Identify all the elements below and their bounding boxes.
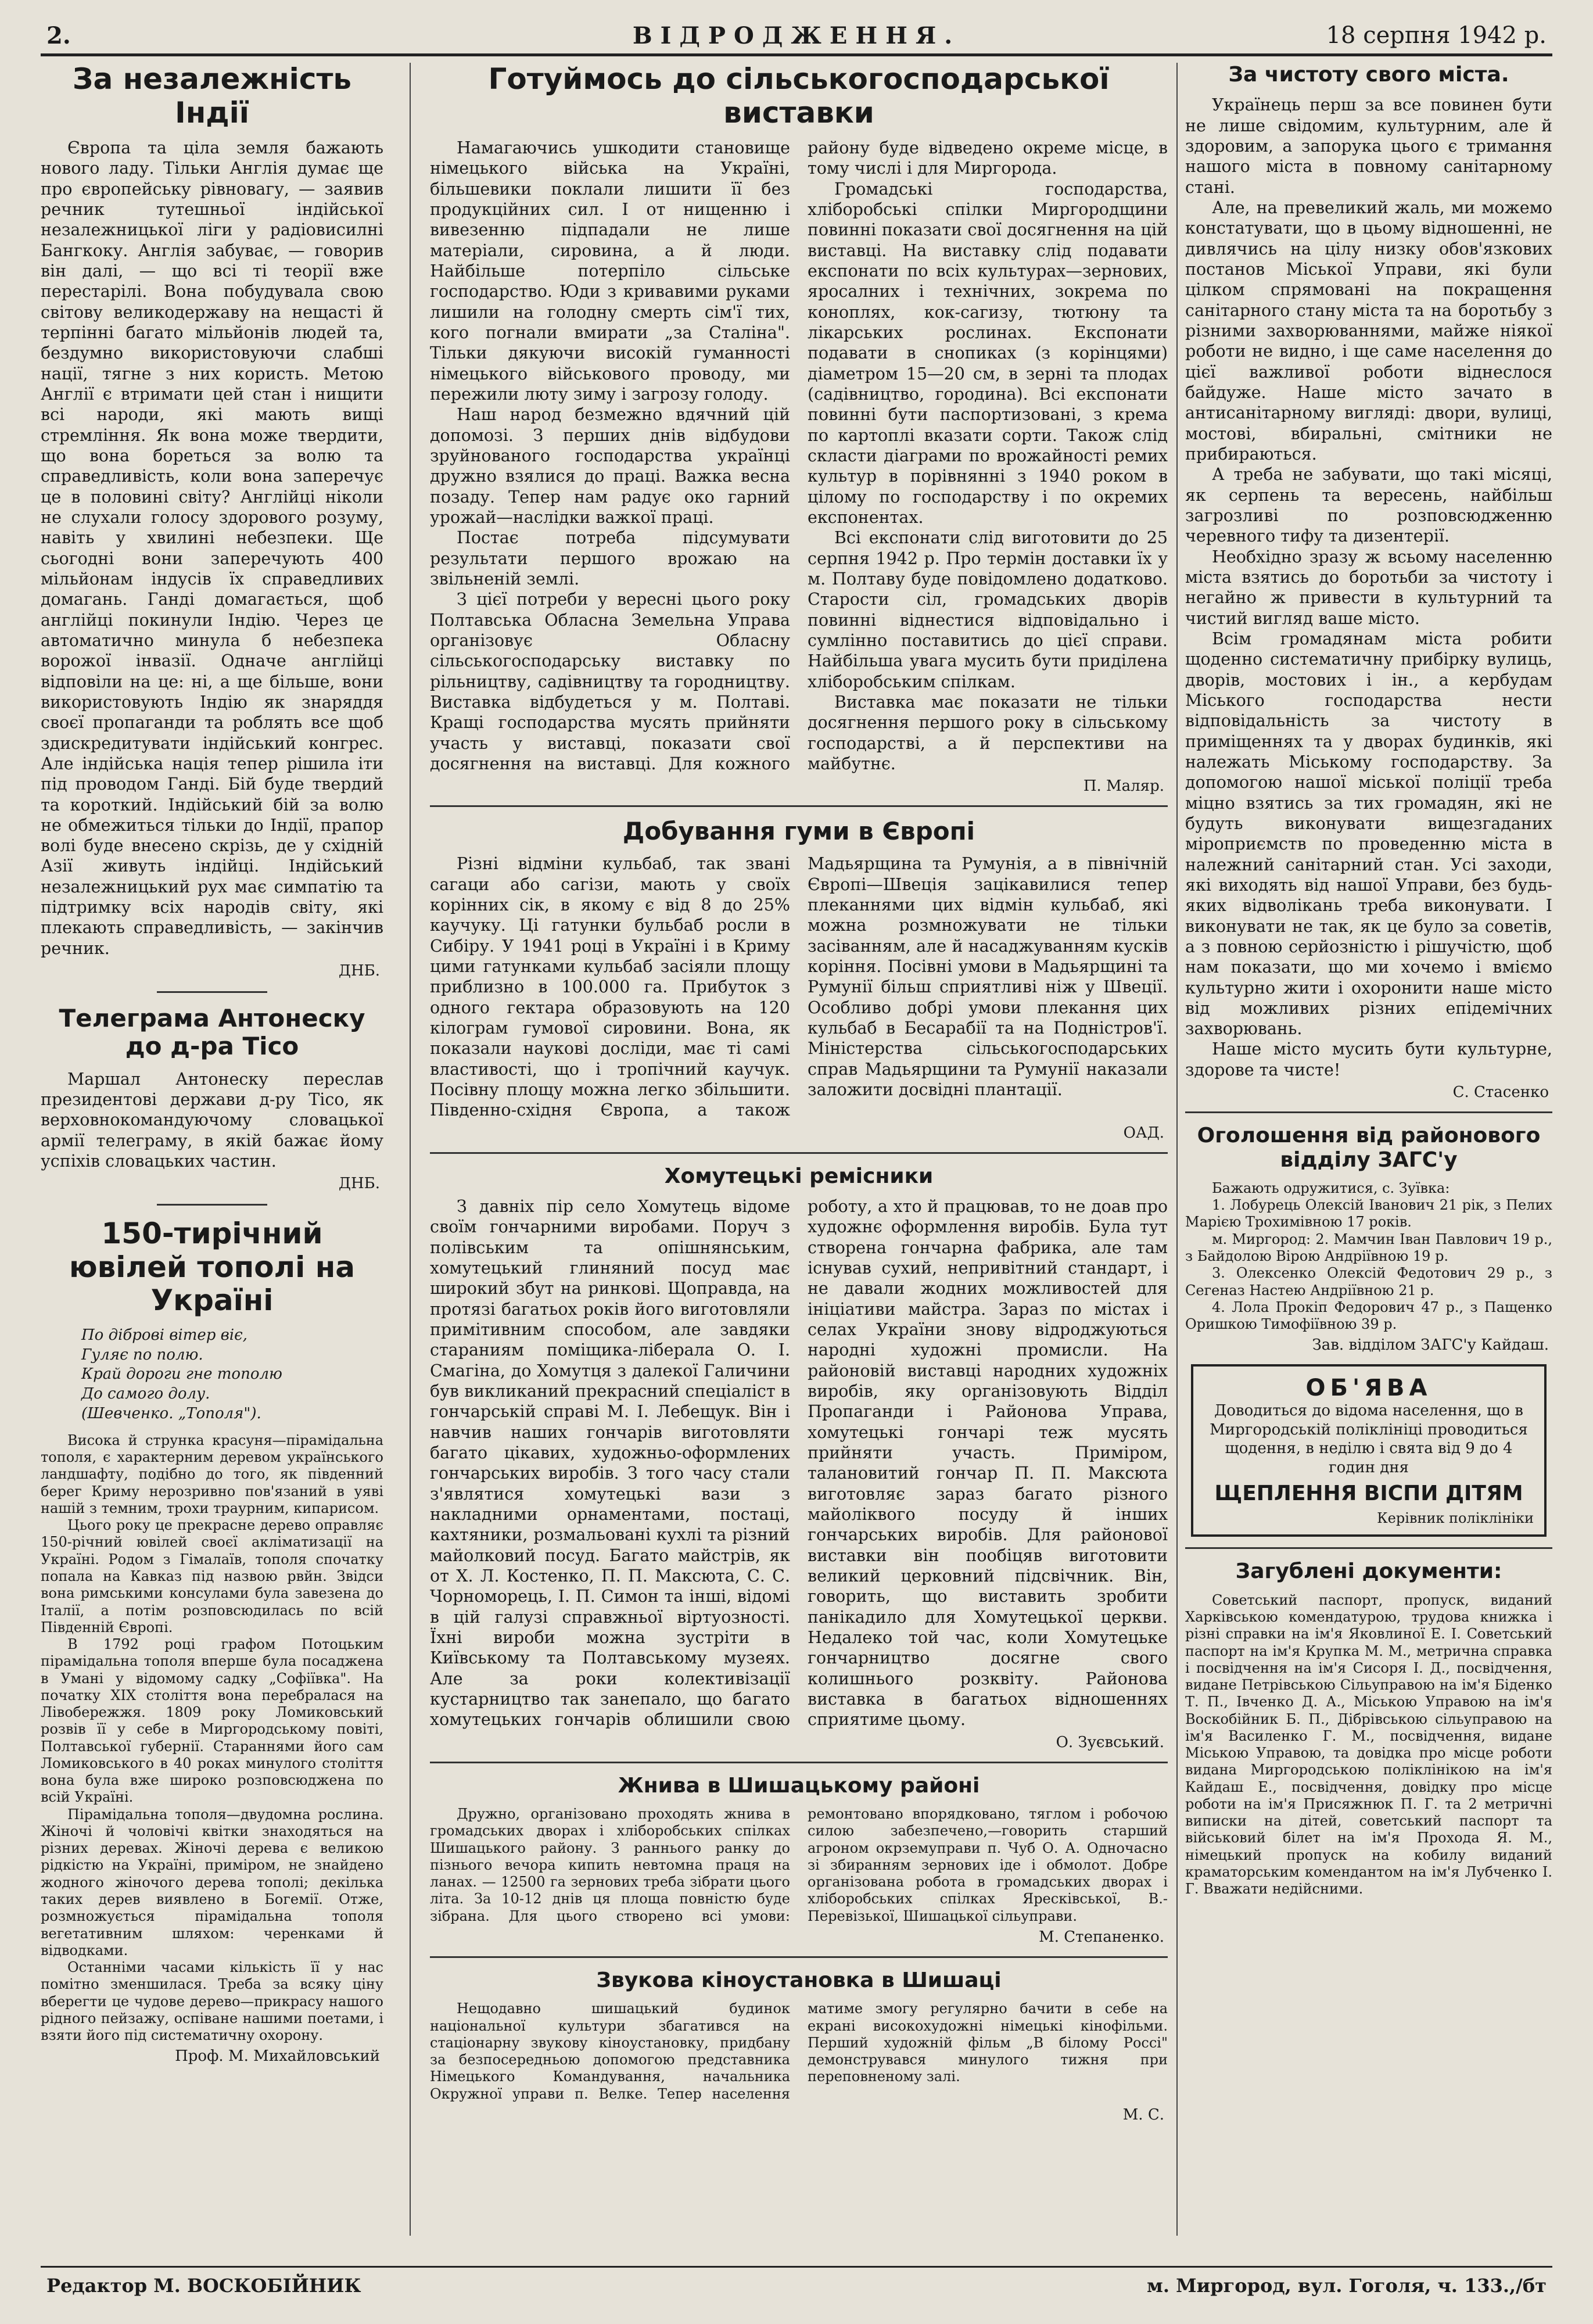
separator bbox=[1185, 1111, 1552, 1113]
printer-address: м. Миргород, вул. Гоголя, ч. 133.,/бт bbox=[1147, 2275, 1547, 2297]
newspaper-name: ВІДРОДЖЕННЯ. bbox=[632, 22, 961, 49]
notice-sign: Керівник поліклініки bbox=[1377, 1510, 1534, 1527]
article-paragraph: Нещодавно шишацький будинок національної культури збагатився на стаціонарну звукову кіноустановку, придбану за безпосередньою допомогою представника Німецького Командування, начальника Окружної управи п. Велке. Тепер населення матиме змогу регулярно бачити в себе на екрані високохудожні німецькі кінофільми. Перший художній фільм „В білому Россі" демонструвався минулого тижня при переповненому залі. bbox=[430, 2000, 1168, 2102]
article-title: За чистоту свого міста. bbox=[1228, 63, 1509, 87]
article-antonescu bbox=[41, 1005, 383, 1192]
article-paragraph: Громадські господарства, хліборобські спілки Миргородщини повинні показати свої досягнення на цій виставці. На виставку слід подавати експонати по всіх культурах—зернових, яросалних і технічних, зокрема по коноплях, кок-сагизу, тютюну та лікарських рослинах. Експонати подавати в снопиках (з корінцями) діаметром 15—20 см, в зерні та плодах (садівництво, городина). Всі експонати повинні бути паспортизовані, з крема по картоплі вказати сорти. Також слід скласти діаграми по врожайності ремих культур в порівнянні з 1940 роком в цілому по господарству і по окремих експонентах. bbox=[808, 179, 1168, 527]
poem-line: Гуляє по полю. bbox=[81, 1346, 203, 1364]
article-paragraph: Всім громадянам міста робити щоденно систематичну прибірку вулиць, дворів, мостових і ін., а кербудам Міського господарства нести відповідальність за чистоту в приміщеннях та у дворах будинків, які належать Міському господарству. За допомогою нашої міської поліції треба міцно взятись за тих громадян, які не будуть виконувати вищезгаданих міроприємств по проведенню міста в належний санітарний стан. Усі заходи, які виходять від нашої Управи, без будь-яких відволікань треба виконувати. І виконувати не так, як це було за советів, а з повною серйозністю і рішучістю, щоб нам показати, що ми хочемо і вміємо культурно жити і охоронити наше місто від можливих різних епідемічних захворювань. bbox=[1185, 629, 1552, 1039]
article-source: ОАД. bbox=[1123, 1124, 1164, 1142]
editor-name: Редактор М. ВОСКОБІЙНИК bbox=[46, 2275, 361, 2297]
article-paragraph: Цього року це прекрасне дерево оправляє 150-річний ювілей своєї акліматизації на Україні. Родом з Гімалаїв, тополя спочатку попала на Кавказ під назвою рвйн. Звідси вона римськими консулами була завезена до Італії, а потім розповсюдилась по всій Південній Європі. bbox=[41, 1517, 383, 1636]
article-author: М. Степаненко. bbox=[1039, 1928, 1164, 1946]
poem-credit: (Шевченко. „Тополя"). bbox=[81, 1405, 261, 1423]
article-title: Жнива в Шишацькому районі bbox=[618, 1773, 980, 1798]
article-title: Звукова кіноустановка в Шишаці bbox=[596, 1968, 1002, 1992]
article-title: За незалежність Індії bbox=[72, 63, 352, 130]
article-title: 150-тирічний ювілей тополі на Україні bbox=[69, 1217, 356, 1318]
column-center bbox=[430, 63, 1168, 2236]
announcement-item: 4. Лола Прокіп Федорович 47 р., з Пащенко Оришкою Тимофіївною 39 р. bbox=[1185, 1299, 1552, 1333]
announcement-sign: Зав. відділом ЗАГС'у Кайдаш. bbox=[1312, 1336, 1549, 1354]
article-paragraph: Дружно, організовано проходять жнива в громадських дворах і хліборобських спілках Шишацького району. З раннього ранку до пізнього вечора кипить невтомна праця на ланах. — 12500 га зернових треба зібрати цього літа. За 10-12 днів ця площа повністю буде зібрана. Для цього створено всі умови: ремонтовано впорядковано, тяглом і робочою силою забезпечено,—говорить старший агроном окрземуправи п. Чуб О. А. Одночасно зі збиранням зернових іде і обмолот. Добре організована робота в громадських дворах і хліборобських спілках Яресківської, В.-Перевізької, Шишацької сільуправи. bbox=[430, 1806, 1168, 1924]
issue-date: 18 серпня 1942 р. bbox=[1326, 22, 1547, 49]
article-source: ДНБ. bbox=[338, 962, 380, 980]
article-author: Проф. М. Михайловський bbox=[175, 2047, 380, 2065]
notice-headline: ЩЕПЛЕННЯ ВІСПИ ДІТЯМ bbox=[1214, 1482, 1523, 1506]
article-paragraph: З цієї потреби у вересні цього року Полтавська Обласна Земельна Управа організовує Обласну сільськогосподарську виставку по рільництву, садівництву та городництву. Виставка відбудеться у м. Полтаві. Кращі господарства мусять прийняти участь у виставці, показати свої досягнення на виставці. Для кожного району буде відведено окреме місце, в тому числі і для Миргорода. bbox=[430, 138, 1168, 773]
lost-documents-body: Советський паспорт, пропуск, виданий Харківською комендатурою, трудова книжка і різні справки на ім'я Яковлиної Е. І. Советський паспорт на ім'я Крупка М. М., метрична справка і посвідчення на ім'я Сисоря І. Д., посвідчення, видане Петрівською Сільуправою на ім'я Біденко Т. П., Івченко Д. А., Міською Управою на ім'я Воскобійник Б. П., Дібрівською сільуправою на ім'я Василенко Г. М., посвідчення, видане Міською Управою, та довідка про місце роботи видана Миргородською поліклінікою на ім'я Кайдаш Е., посвідчення, довідку про місце роботи на ім'я Присяжнюк П. Г. та 2 метричні виписки на дітей, советський паспорт та військовий білет на ім'я Прохода Я. М., німецький пропуск на кобилу виданий краматорським комендантом на ім'я Лубченко І. Г. Вважати недійсними. bbox=[1185, 1591, 1552, 1898]
separator bbox=[430, 1152, 1168, 1154]
article-paragraph: Останніми часами кількість її у нас помітно зменшилася. Треба за всяку ціну вберегти це чудове дерево—прикрасу нашого рідного пейзажу, оспіване нашими поетами, і взяти його під систематичну охорону. bbox=[41, 1959, 383, 2044]
article-potters bbox=[430, 1164, 1168, 1751]
announcement-intro: Бажають одружитися, с. Зуївка: bbox=[1212, 1179, 1450, 1196]
article-rubber bbox=[430, 817, 1168, 1142]
article-paragraph: Але, на превеликий жаль, ми можемо констатувати, що в цьому відношенні, не дивлячись на цілу низку обов'язкових постанов Міської Управи, які були цілком спрямовані на покращення санітарного стану міста та на боротьбу з різними захворюваннями, майже ніякої роботи не видно, і ще саме населення до цієї важливої роботи віднеслося байдуже. Наше місто зачато в антисанітарному вигляді: двори, вулиці, мостові, вбиральні, смітники не прибираються. bbox=[1185, 198, 1552, 464]
article-body: Європа та ціла земля бажають нового ладу. Тільки Англія думає ще про європейську рівновагу, — заявив речник тутешньої індійської незалежницької ліги у радіовисилні Бангкоку. Англія забуває, — говорив він далі, — що всі ті теорії вже перестарілі. Вона побудувала свою світову великодержаву на нещасті й терпінні багато мільйонів людей та, бездумно використовуючи слабші нації, тягне з них користь. Метою Англії є втримати цей стан і нищити всі народи, які мають вищі стремління. Як вона може твердити, що вона бореться за волю та справедливість, коли вона заперечує це в половині світу? Англійці ніколи не слухали голосу здорового розуму, навіть у хвилині небезпеки. Ще сьогодні вони заперечують 400 мільйонам індусів їх справедливих домагань. Ганді домагається, щоб англійці покинули Індію. Через це автоматично минула б небезпека ворожої інвазії. Одначе англійці відповіли на це: ні, а ще більше, вони використовують Індію як знаряддя своєї пропаганди та роблять все щоб здискредитувати індійський конгрес. Але індійська нація тепер рішила іти під проводом Ганді. Бій буде твердий та короткий. Індійський бій за волю не обмежиться тільки до Індії, прапор волі буде внесено скрізь, де у східній Азії живуть індійці. Індійський незалежницький рух має симпатію та підтримку всіх народів світу, які плекають справедливість, — закінчив речник. bbox=[41, 138, 383, 958]
article-paragraph: Постає потреба підсумувати результати першого врожаю на звільненій землі. bbox=[430, 528, 790, 589]
lost-documents bbox=[1185, 1559, 1552, 1898]
article-author: М. С. bbox=[1122, 2106, 1164, 2124]
article-paragraph: А треба не забувати, що такі місяці, як серпень та вересень, найбільш загрозливі по розповсюдженню черевного тифу та дизентерії. bbox=[1185, 465, 1552, 546]
article-source: ДНБ. bbox=[338, 1175, 380, 1193]
article-body bbox=[430, 853, 1168, 1120]
separator bbox=[430, 1956, 1168, 1958]
article-author: С. Стасенко bbox=[1452, 1084, 1549, 1102]
article-body bbox=[430, 2000, 1168, 2103]
article-paragraph: Висока й струнка красуня—пірамідальна тополя, є характерним деревом українського ландшафту, подібно до того, як південний берег Криму нерозривно пов'язаний в уяві нашій з темним, трохи траурним, кипарисом. bbox=[41, 1432, 383, 1516]
article-paragraph: В 1792 році графом Потоцьким пірамідальна тополя вперше була посаджена в Умані у відомому садку „Софіївка". На початку XIX століття вона перебралася на Лівобережжя. 1809 року Ломиковський розвів її у себе в Миргородському повіті, Полтавської губернії. Стараннями його сам Ломиковського в 40 роках минулого століття вона була вже широко розповсюджена по всій Україні. bbox=[41, 1636, 383, 1806]
column-divider bbox=[410, 63, 411, 2236]
article-title: Загублені документи: bbox=[1235, 1559, 1502, 1584]
article-title: Телеграма Антонеску до д-ра Тісо bbox=[59, 1004, 365, 1061]
article-author: О. Зуєвський. bbox=[1056, 1733, 1164, 1751]
notice-title: ОБ'ЯВА bbox=[1305, 1375, 1432, 1402]
separator bbox=[1185, 1547, 1552, 1549]
epigraph-poem bbox=[81, 1326, 383, 1424]
article-paragraph: Різні відміни кульбаб, так звані сагаци або сагізи, мають у своїх корінних сік, в якому є від 8 до 25% каучуку. Ці гатунки бульбаб росли в Сибіру. У 1941 році в Україні і в Криму цими гатунками кульбаб засіяли площу приблизно в 100.000 га. Прибуток з одного гектара образовують на 120 кілограм гумової сировини. Вона, як показали наукові досліди, має ті самі властивості, що і тропічний каучук. Посівну площу можна легко збільшити. Південно-східня Європа, а також Мадьярщина та Румунія, а в північній Європі—Швеція зацікавилися тепер плеканнями цих відмін кульбаб, які можна розмножувати не тільки засіванням, але й насаджуванням кусків коріння. Посівні умови в Мадьярщині та Румунії більш сприятливі ніж у Швеції. Особливо добрі умови плекання цих кульбаб в Бесарабії та на Подністров'ї. Міністерства сільськогосподарських справ Мадьярщини та Румунії наказали заложити досвідні плантації. bbox=[430, 854, 1168, 1120]
article-body bbox=[430, 1196, 1168, 1730]
article-paragraph: Українець перш за все повинен бути не лише свідомим, культурним, але й здоровим, а запорука цього є тримання нашого міста в повному санітарному стані. bbox=[1185, 95, 1552, 197]
article-paragraph: Пірамідальна тополя—двудомна рослина. Жіночі й чоловічі квітки знаходяться на різних деревах. Жіночі дерева є великою рідкістю на Україні, приміром, не знайдено жодного жіночого дерева тополі; декілька таких дерев виявлено в Богемії. Отже, розмножується пірамідальна тополя вегетативним шляхом: черенками й відводками. bbox=[41, 1806, 383, 1959]
announcement-item: м. Миргород: 2. Мамчин Іван Павлович 19 р., з Байдолою Вірою Андріївною 19 р. bbox=[1185, 1231, 1552, 1264]
article-india bbox=[41, 63, 383, 980]
column-divider bbox=[1176, 63, 1178, 2236]
page-number: 2. bbox=[46, 22, 71, 49]
masthead bbox=[46, 22, 1547, 57]
article-title: Оголошення від районового відділу ЗАГС'у bbox=[1197, 1124, 1541, 1172]
article-paragraph: Наше місто мусить бути культурне, здорове та чисте! bbox=[1185, 1039, 1552, 1079]
article-paragraph: Наш народ безмежно вдячний цій допомозі. З перших днів відбудови зруйнованого господарства українці дружно взялися до праці. Важка весна позаду. Тепер нам радує око гарний урожай—наслідки важкої праці. bbox=[430, 405, 790, 527]
announcement-registry bbox=[1185, 1124, 1552, 1354]
article-title: Хомутецькі ремісники bbox=[664, 1164, 934, 1188]
article-exhibition bbox=[430, 63, 1168, 795]
article-paragraph: З давніх пір село Хомутець відоме своїм гончарними виробами. Поруч з полівським та опішнянським, хомутецький глиняний посуд має широкий збут на ринкові. Щоправда, на протязі багатьох років його виготовляли примітивним способом, але завдяки стараниям поміщика-ліберала О. І. Смагіна, до Хомутця з далекої Галичини був викликаний прекрасний спеціаліст в гончарській справі М. І. Лебещук. Він і навчив наших гончарів виготовляти багато цікавих, художньо-оформлених гончарських виробів. З того часу стали з'являтися хомутецькі вази з накладними орнаментами, постаці, кахтяники, розмальовані кухлі та різний майолковий посуд. Багато майстрів, як от Х. Л. Костенко, П. П. Максюта, С. С. Чорноморець, І. П. Симон та інші, відомі в цій галузі справжньої віртуозності. Їхні вироби можна зустріти в Київському та Полтавському музеях. Але за роки колективізації кустарництво так занепало, що багато хомутецьких гончарів облишили свою роботу, а хто й працював, то не доав про художнє оформлення виробів. Була тут створена гончарна фабрика, але там існував сухий, непривітний стандарт, і не давали жодних можливостей для ініціативи майстра. Зараз по містах і селах України знову відроджуються народні художні промисли. На районовій виставці народних художніх виробів, яку організовують Відділ Пропаганди і Районова Управа, хомутецькі гончарі теж мусять прийняти участь. Приміром, талановитий гончар П. П. Максюта виготовляє зараз багато різного майоліквого посуду й інших гончарських виробів. Для районової виставки він пообіцяв виготовити великий церковний підсвічник. Він, говорить, що виставить зробити панікадило для Хомутецької церкви. Недалеко той час, коли Хомутецьке гончарництво досягне свого колишнього розквіту. Районова виставка в багатьох відношеннях сприятиме цьому. bbox=[430, 1197, 1168, 1730]
notice-box-vaccination bbox=[1191, 1364, 1547, 1537]
article-paragraph: Всі експонати слід виготовити до 25 серпня 1942 р. Про термін доставки їх у м. Полтаву буде повідомлено додатково. Старости сіл, громадських дворів повинні віднестися відповідально і сумлінно поставитись до цієї справи. Найбільша увага мусить бути приділена хліборобським спілкам. bbox=[808, 528, 1168, 691]
masthead-rule bbox=[41, 53, 1552, 56]
column-left bbox=[41, 63, 383, 2236]
article-cleanliness bbox=[1185, 63, 1552, 1101]
article-cinema bbox=[430, 1968, 1168, 2124]
separator bbox=[430, 1762, 1168, 1763]
article-harvest bbox=[430, 1774, 1168, 1946]
footer-rule bbox=[41, 2266, 1552, 2268]
article-author: П. Маляр. bbox=[1083, 777, 1164, 795]
article-body bbox=[430, 138, 1168, 774]
article-paragraph: Необхідно зразу ж всьому населенню міста взятись до боротьби за чистоту і негайно ж привести в культурний та чистий вигляд ваше місто. bbox=[1185, 547, 1552, 628]
article-title: Добування гуми в Європі bbox=[622, 817, 975, 846]
article-title: Готуймось до сільськогосподарської виставки bbox=[488, 63, 1110, 130]
announcement-item: 3. Олексенко Олексій Федотович 29 р., з Сегеназ Настею Андріївною 21 р. bbox=[1185, 1265, 1552, 1299]
poem-line: До самого долу. bbox=[81, 1385, 210, 1403]
notice-text: Доводиться до відома населення, що в Миргородській поліклініці проводиться щодення, в неділю і свята від 9 до 4 годин дня bbox=[1210, 1402, 1528, 1476]
separator bbox=[157, 1204, 267, 1206]
poem-line: По діброві вітер віє, bbox=[81, 1326, 247, 1344]
column-right bbox=[1185, 63, 1552, 2236]
separator bbox=[430, 805, 1168, 807]
article-body bbox=[430, 1806, 1168, 1925]
article-paragraph: Виставка має показати не тільки досягнення першого року в сільському господарстві, а й перспективи на майбутнє. bbox=[808, 692, 1168, 773]
announcement-item: 1. Лобурець Олексій Іванович 21 рік, з Пелих Марією Трохимівною 17 років. bbox=[1185, 1197, 1552, 1231]
article-body: Маршал Антонеску переслав президентові держави д-ру Тісо, як верховнокомандуючому словацької армії телеграму, в якій бажає йому успіхів словацьких частин. bbox=[41, 1069, 383, 1171]
separator bbox=[157, 991, 267, 993]
poem-line: Край дороги гне тополю bbox=[81, 1365, 282, 1383]
article-paragraph: Намагаючись ушкодити становище німецького війська на Україні, більшевики поклали лишити її без продукційних сил. І от нищенню і вивезенню підпадали не лише матеріали, сировина, а й люди. Найбільше потерпіло сільське господарство. Юди з кривавими руками лишили на голодну смерть сім'ї тих, кого погнали вмирати „за Сталіна". Тільки дякуючи високій гуманності німецького військового проводу, ми пережили люту зиму і загрозу голоду. bbox=[430, 138, 790, 404]
article-poplar bbox=[41, 1217, 383, 2065]
